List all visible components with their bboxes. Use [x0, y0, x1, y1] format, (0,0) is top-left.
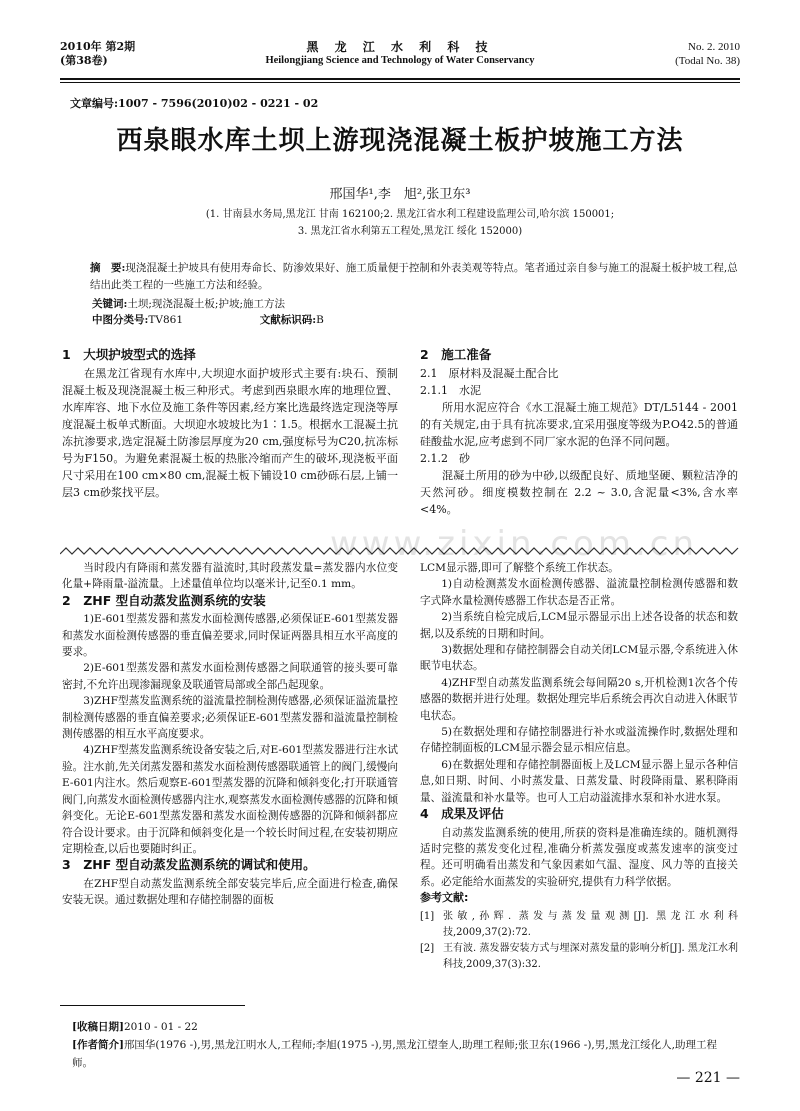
reference-text: 王有波. 蒸发器安装方式与埋深对蒸发量的影响分析[J]. 黑龙江水利科技,2009,37(3):32.: [443, 942, 738, 970]
paragraph: 3)数据处理和存储控制器会自动关闭LCM显示器,令系统进入休眠节电状态。: [420, 644, 738, 673]
watermark: www.zixin.com.cn: [330, 524, 698, 564]
author-bio-line: [72, 1036, 732, 1072]
affiliation-line: (1. 甘南县水务局,黑龙江 甘南 162100;2. 黑龙江省水利工程建设监理公司,哈尔滨 150001;: [205, 209, 615, 220]
left-column-top: [62, 346, 398, 501]
journal-name-cn: 黑 龙 江 水 利 科 技: [306, 40, 494, 54]
header-center: [60, 40, 740, 68]
doc-code-label: 文献标识码:: [259, 314, 317, 326]
reference-item: [420, 909, 738, 941]
section-heading: 3 ZHF 型自动蒸发监测系统的调试和使用。: [62, 857, 316, 873]
classification-line: [92, 312, 324, 328]
paragraph: 1)自动检测蒸发水面检测传感器、溢流量控制检测传感器和数字式降水量检测传感器工作状态是否正常。: [420, 578, 738, 607]
paragraph: 当时段内有降雨和蒸发器有溢流时,其时段蒸发量=蒸发器内水位变化量+降雨量-溢流量。上述量值单位均以毫米计,记至0.1 mm。: [62, 562, 398, 591]
reference-number: [2]: [420, 942, 435, 954]
paragraph: 在ZHF型自动蒸发监测系统全部安装完毕后,应全面进行检查,确保安装无误。通过数据处理和存储控制器的面板: [62, 877, 398, 907]
journal-name-en: Heilongjiang Science and Technology of Water Conservancy: [265, 55, 535, 66]
reference-number: [1]: [420, 910, 435, 922]
references-heading: 参考文献:: [420, 891, 469, 905]
received-date: 2010 - 01 - 22: [123, 1021, 198, 1033]
section-heading: 4 成果及评估: [420, 806, 504, 822]
header-total: (Todal No. 38): [675, 55, 740, 67]
right-column-bottom: [420, 560, 738, 973]
paragraph: 所用水泥应符合《水工混凝土施工规范》DT/L5144 - 2001的有关规定,由于具有抗冻要求,宜采用强度等级为P.O42.5的普通硅酸盐水泥,应考虑到不同厂家水泥的色泽不同问题。: [420, 401, 738, 448]
article-number: 文章编号:1007 - 7596(2010)02 - 0221 - 02: [70, 97, 319, 110]
paragraph: 混凝土所用的砂为中砂,以级配良好、质地坚硬、颗粒洁净的天然河砂。细度模数控制在 2.2 ~ 3.0,含泥量<3%,含水率<4%。: [420, 469, 738, 516]
right-column-top: [420, 346, 738, 518]
footnotes: [72, 1018, 732, 1072]
paragraph: 5)在数据处理和存储控制器进行补水或溢流操作时,数据处理和存储控制面板的LCM显示器会显示相应信息。: [420, 726, 738, 755]
header-year-issue: 2010年 第2期: [60, 40, 136, 53]
clc-label: 中图分类号:: [92, 314, 149, 326]
clc-value: TV861: [148, 314, 184, 326]
subsection-heading: 2.1.1 水泥: [420, 384, 481, 397]
subsection-heading: 2.1 原材料及混凝土配合比: [420, 367, 559, 380]
article-separator: [60, 546, 740, 556]
paragraph: 2)E-601型蒸发器和蒸发水面检测传感器之间联通管的接头要可靠密封,不允许出现渗漏现象及联通管局部或全部凸起现象。: [62, 662, 398, 691]
affiliation-line: 3. 黑龙江省水利第五工程处,黑龙江 绥化 152000): [297, 226, 523, 237]
paper-meta: [92, 296, 324, 328]
keywords-line: [92, 296, 324, 312]
paragraph: 4)ZHF型蒸发监测系统设备安装之后,对E-601型蒸发器进行注水试验。注水前,先关闭蒸发器和蒸发水面检测传感器联通管上的阀门,缓慢向E-601内注水。然后观察E-601型蒸发器的沉降和倾斜变化;打开联通管阀门,向蒸发水面检测传感器内注水,观察蒸发水面检测传感器的沉降和倾斜变化。无论E-601型蒸发器和蒸发水面检测传感器的沉降和倾斜都应符合设计要求。由于沉降和倾斜变化是一个较长时间过程,在安装初期应定期检查,以后也要随时纠正。: [62, 744, 398, 855]
paragraph: 2)当系统自检完成后,LCM显示器显示出上述各设备的状态和数据,以及系统的日期和时间。: [420, 611, 738, 640]
author-bio: 邢国华(1976 -),男,黑龙江明水人,工程师;李旭(1975 -),男,黑龙江望奎人,助理工程师;张卫东(1966 -),男,黑龙江绥化人,助理工程师。: [72, 1039, 717, 1069]
header-volume: (第38卷): [60, 54, 108, 67]
header-no: No. 2. 2010: [688, 41, 740, 53]
running-header: [60, 40, 740, 76]
section-heading: 1 大坝护坡型式的选择: [62, 347, 196, 362]
keywords-text: 土坝;现浇混凝土板;护坡;施工方法: [127, 298, 286, 310]
paragraph: 6)在数据处理和存储控制器面板上及LCM显示器上显示各种信息,如日期、时间、小时蒸发量、日蒸发量、时段降雨量、累积降雨量、溢流量和补水量等。也可人工启动溢流排水泵和补水进水泵。: [420, 758, 738, 804]
keywords-label: 关键词:: [92, 298, 128, 310]
abstract-text: 现浇混凝土护坡具有使用寿命长、防渗效果好、施工质量便于控制和外表美观等特点。笔者通过亲自参与施工的混凝土板护坡工程,总结出此类工程的一些施工方法和经验。: [90, 262, 738, 291]
author-bio-label: [作者简介]: [72, 1039, 124, 1051]
section-heading: 2 ZHF 型自动蒸发监测系统的安装: [62, 592, 266, 608]
footnote-rule: [60, 1005, 245, 1006]
received-date-line: [72, 1018, 732, 1036]
header-rule-thin: [60, 82, 740, 83]
abstract-label: 摘 要:: [90, 262, 126, 274]
received-label: [收稿日期]: [72, 1021, 124, 1033]
left-column-bottom: [62, 560, 398, 909]
paragraph: 1)E-601型蒸发器和蒸发水面检测传感器,必须保证E-601型蒸发器和蒸发水面检测传感器的垂直偏差要求,同时保证两器具相互水平高度的要求。: [62, 613, 398, 659]
paragraph: 3)ZHF型蒸发监测系统的溢流量控制检测传感器,必须保证溢流量控制检测传感器的垂直偏差要求;必须保证E-601型蒸发器和溢流量控制检测传感器的相互水平高度要求。: [62, 695, 398, 741]
page-number: — 221 —: [676, 1070, 740, 1086]
author-list: 邢国华¹,李 旭²,张卫东³: [329, 187, 471, 202]
paragraph: LCM显示器,即可了解整个系统工作状态。: [420, 562, 619, 574]
subsection-heading: 2.1.2 砂: [420, 452, 470, 465]
abstract: [90, 260, 740, 294]
header-right: [675, 40, 740, 68]
reference-text: 张敏,孙辉. 蒸发与蒸发量观测[J]. 黑龙江水利科技,2009,37(2):72.: [443, 910, 738, 938]
paragraph: 自动蒸发监测系统的使用,所获的资料是准确连续的。随机测得适时完整的蒸发变化过程,准确分析蒸发强度或蒸发速率的演变过程。还可明确看出蒸发和气象因素如气温、湿度、风力等的直接关系。必定能给水面蒸发的实验研究,提供有力科学依据。: [420, 826, 738, 888]
doc-code-value: B: [316, 314, 324, 326]
paragraph: 在黑龙江省现有水库中,大坝迎水面护坡形式主要有:块石、预制混凝土板及现浇混凝土板三种形式。考虑到西泉眼水库的地理位置、水库库容、地下水位及施工条件等因素,经方案比选最终选定现浇等厚度混凝土板单式断面。大坝迎水坡坡比为1∶1.5。根据水工混凝土抗冻抗渗要求,选定混凝土防渗层厚度为20 cm,强度标号为C20,抗冻标号为F150。为避免素混凝土板的热胀冷缩而产生的破坏,现浇板平面尺寸采用在100 cm×80 cm,混凝土板下铺设10 cm砂砾石层,上铺一层3 cm砂浆找平层。: [62, 367, 398, 499]
affiliations: [150, 206, 670, 240]
paper-title: 西泉眼水库土坝上游现浇混凝土板护坡施工方法: [116, 126, 684, 156]
reference-item: [420, 941, 738, 973]
header-rule-thick: [60, 78, 740, 81]
paragraph: 4)ZHF型自动蒸发监测系统会每间隔20 s,开机检测1次各个传感器的数据并进行处理。数据处理完毕后系统会再次自动进入休眠节电状态。: [420, 676, 738, 722]
section-heading: 2 施工准备: [420, 347, 492, 362]
